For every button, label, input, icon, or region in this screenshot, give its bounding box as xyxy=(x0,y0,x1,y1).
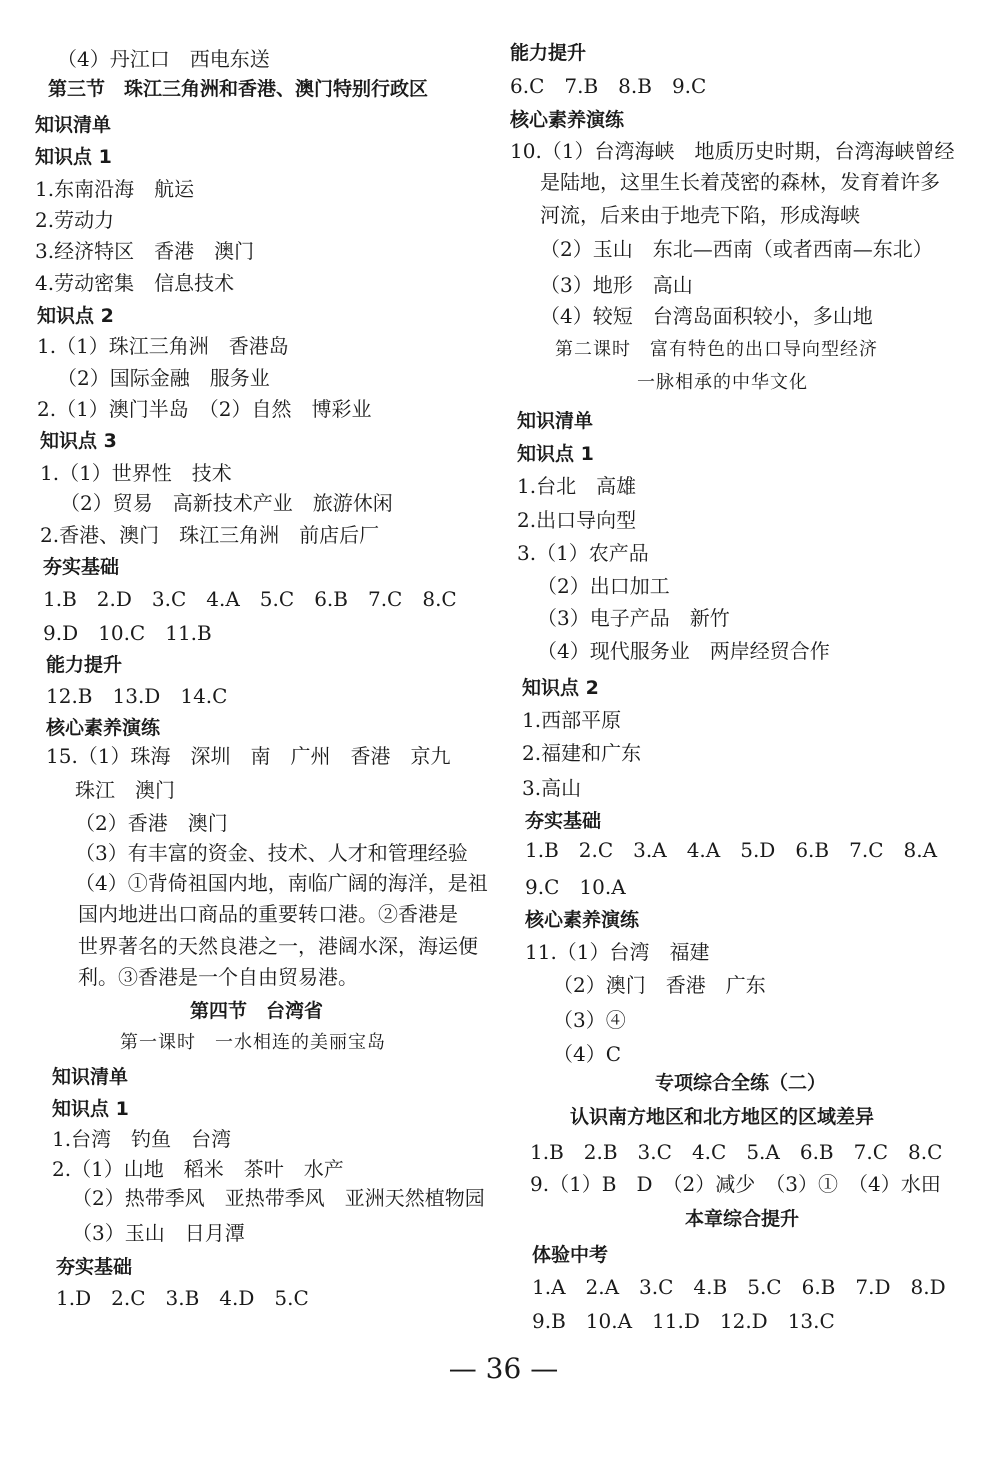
lesson-subtitle: 第二课时 富有特色的出口导向型经济 xyxy=(555,339,878,360)
section-heading: 知识点 1 xyxy=(52,1098,129,1120)
section-heading: 能力提升 xyxy=(46,654,123,676)
section-heading: 知识点 1 xyxy=(35,146,112,168)
answer-line: 是陆地，这里生长着茂密的森林，发育着许多 xyxy=(540,170,940,194)
section-title: 本章综合提升 xyxy=(685,1208,800,1230)
answer-line: （4）现代服务业 两岸经贸合作 xyxy=(537,639,830,663)
section-title: 第四节 台湾省 xyxy=(190,1000,324,1022)
answer-line: 1.B 2.C 3.A 4.A 5.D 6.B 7.C 8.A xyxy=(525,838,938,862)
section-title: 第三节 珠江三角洲和香港、澳门特别行政区 xyxy=(48,78,429,100)
answer-line: 1.（1）珠江三角洲 香港岛 xyxy=(37,334,289,358)
answer-line: （2）热带季风 亚热带季风 亚洲天然植物园 xyxy=(72,1186,485,1210)
answer-line: 2.香港、澳门 珠江三角洲 前店后厂 xyxy=(40,523,380,547)
answer-line: 1.西部平原 xyxy=(522,708,622,732)
answer-line: 1.（1）世界性 技术 xyxy=(40,461,232,485)
answer-line: 6.C 7.B 8.B 9.C xyxy=(510,74,707,98)
answer-line: （4）C xyxy=(553,1042,622,1066)
answer-line: 珠江 澳门 xyxy=(75,778,175,802)
section-title: 专项综合全练（二） xyxy=(655,1072,827,1094)
section-heading: 知识清单 xyxy=(35,114,112,136)
answer-line: 9.C 10.A xyxy=(525,875,626,899)
answer-line: 1.B 2.D 3.C 4.A 5.C 6.B 7.C 8.C xyxy=(43,587,457,611)
answer-line: 2.（1）山地 稻米 茶叶 水产 xyxy=(52,1157,344,1181)
answer-line: （3）玉山 日月潭 xyxy=(72,1221,245,1245)
section-heading: 核心素养演练 xyxy=(46,717,161,739)
answer-line: 1.台湾 钓鱼 台湾 xyxy=(52,1127,232,1151)
section-heading: 知识点 1 xyxy=(517,443,594,465)
answer-line: 1.台北 高雄 xyxy=(517,474,637,498)
answer-line: （2）澳门 香港 广东 xyxy=(553,973,766,997)
answer-line: 1.D 2.C 3.B 4.D 5.C xyxy=(56,1286,309,1310)
answer-line: （3）地形 高山 xyxy=(540,273,693,297)
answer-line: （2）贸易 高新技术产业 旅游休闲 xyxy=(60,491,393,515)
answer-line: （2）玉山 东北—西南（或者西南—东北） xyxy=(540,237,933,261)
section-heading: 知识点 3 xyxy=(40,430,117,452)
answer-line: 河流，后来由于地壳下陷，形成海峡 xyxy=(540,203,860,227)
answer-line: 15.（1）珠海 深圳 南 广州 香港 京九 xyxy=(46,744,451,768)
section-heading: 核心素养演练 xyxy=(525,909,640,931)
section-heading: 能力提升 xyxy=(510,42,587,64)
answer-line: 2.劳动力 xyxy=(35,208,115,232)
answer-line: 2.（1）澳门半岛 （2）自然 博彩业 xyxy=(37,397,372,421)
section-heading: 知识清单 xyxy=(517,410,594,432)
section-heading: 夯实基础 xyxy=(43,556,120,578)
answer-line: 3.经济特区 香港 澳门 xyxy=(35,239,255,263)
section-heading: 夯实基础 xyxy=(56,1256,133,1278)
section-heading: 核心素养演练 xyxy=(510,109,625,131)
answer-line: 3.（1）农产品 xyxy=(517,541,649,565)
answer-line: （2）国际金融 服务业 xyxy=(57,366,270,390)
answer-line: 11.（1）台湾 福建 xyxy=(525,940,710,964)
answer-line: 9.（1）B D （2）减少 （3）① （4）水田 xyxy=(530,1172,941,1196)
answer-line: （4）丹江口 西电东送 xyxy=(57,47,270,71)
answer-line: 世界著名的天然良港之一，港阔水深，海运便 xyxy=(78,934,478,958)
section-heading: 夯实基础 xyxy=(525,810,602,832)
answer-line: 9.D 10.C 11.B xyxy=(43,621,212,645)
answer-line: （4）较短 台湾岛面积较小，多山地 xyxy=(540,304,873,328)
answer-line: （3）电子产品 新竹 xyxy=(537,606,730,630)
section-heading: 知识清单 xyxy=(52,1066,129,1088)
answer-line: 1.B 2.B 3.C 4.C 5.A 6.B 7.C 8.C xyxy=(530,1140,943,1164)
section-heading: 知识点 2 xyxy=(37,305,114,327)
answer-line: 4.劳动密集 信息技术 xyxy=(35,271,235,295)
answer-line: 10.（1）台湾海峡 地质历史时期，台湾海峡曾经 xyxy=(510,139,955,163)
answer-line: 2.出口导向型 xyxy=(517,508,637,532)
section-heading: 知识点 2 xyxy=(522,677,599,699)
answer-line: （2）出口加工 xyxy=(537,574,670,598)
answer-line: 利。③香港是一个自由贸易港。 xyxy=(78,965,358,989)
answer-line: 9.B 10.A 11.D 12.D 13.C xyxy=(532,1309,835,1333)
lesson-subtitle: 第一课时 一水相连的美丽宝岛 xyxy=(120,1032,386,1053)
answer-line: 国内地进出口商品的重要转口港。②香港是 xyxy=(78,902,458,926)
section-heading: 体验中考 xyxy=(532,1244,609,1266)
answer-line: （2）香港 澳门 xyxy=(75,811,228,835)
answer-line: 2.福建和广东 xyxy=(522,741,642,765)
answer-line: （4）①背倚祖国内地，南临广阔的海洋，是祖 xyxy=(75,871,488,895)
lesson-subtitle: 一脉相承的中华文化 xyxy=(637,372,808,393)
answer-line: （3）④ xyxy=(553,1008,626,1032)
answer-line: 1.东南沿海 航运 xyxy=(35,177,195,201)
page-number: — 36 — xyxy=(448,1352,559,1385)
section-title: 认识南方地区和北方地区的区域差异 xyxy=(570,1106,875,1128)
answer-line: 12.B 13.D 14.C xyxy=(46,684,228,708)
answer-line: 3.高山 xyxy=(522,776,582,800)
answer-line: 1.A 2.A 3.C 4.B 5.C 6.B 7.D 8.D xyxy=(532,1275,946,1299)
answer-line: （3）有丰富的资金、技术、人才和管理经验 xyxy=(75,841,468,865)
